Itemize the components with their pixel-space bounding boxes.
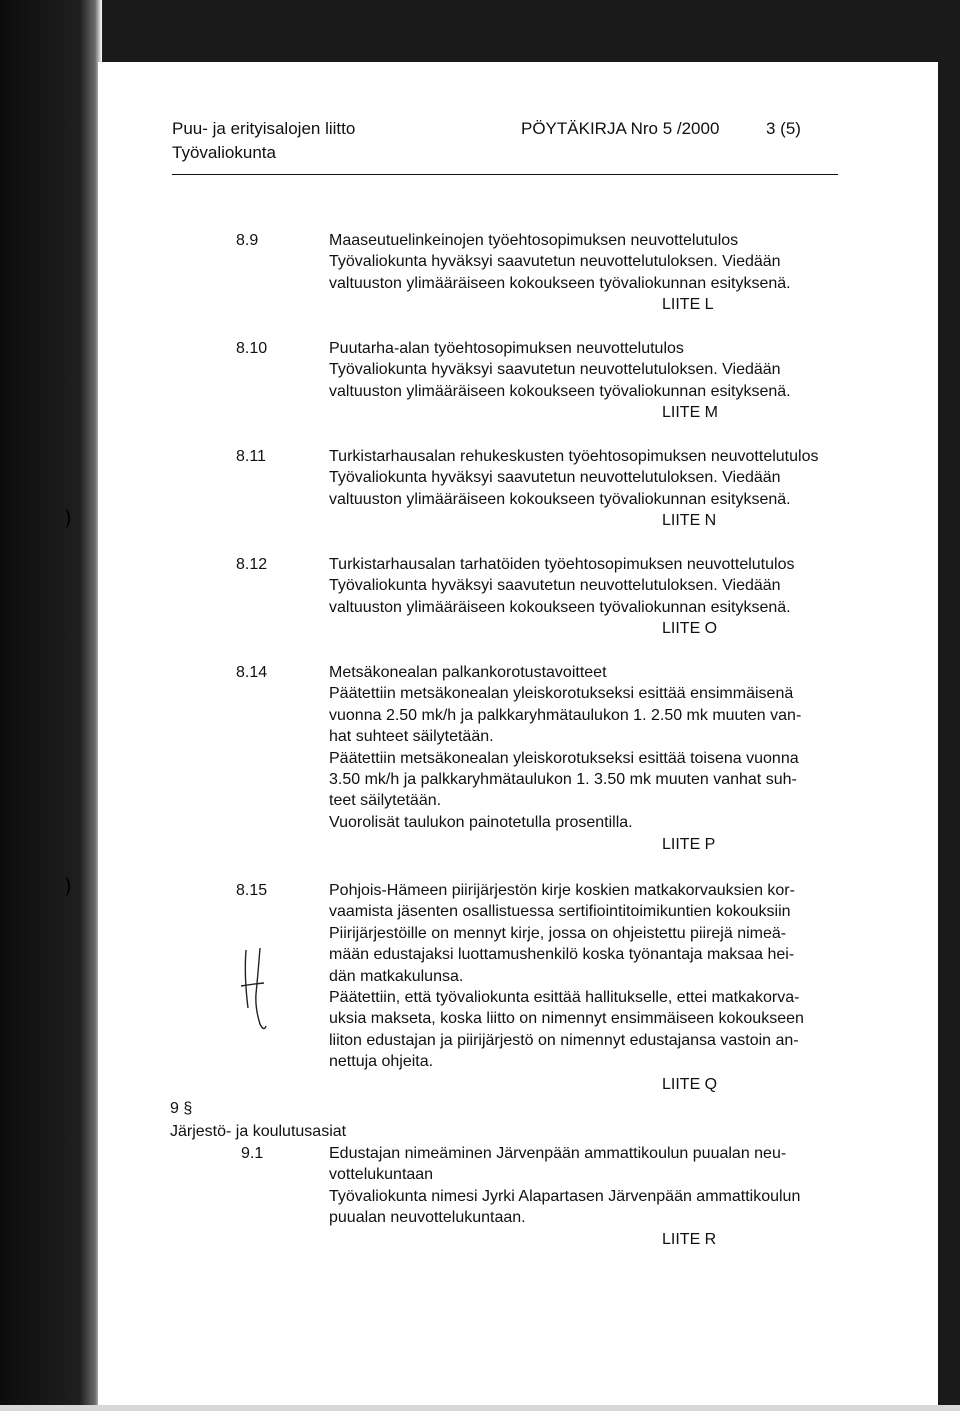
- item-line: dän matkakulunsa.: [329, 967, 464, 985]
- header-org: Puu- ja erityisalojen liitto: [172, 119, 356, 138]
- item-line: Päätettiin metsäkonealan yleiskorotukseksi esittää toisena vuonna: [329, 749, 799, 767]
- appendix-reference: LIITE N: [662, 512, 717, 529]
- scan-bracket-mark: ): [64, 874, 72, 898]
- scan-right-shadow: [938, 0, 960, 1411]
- item-line: Piirijärjestöille on mennyt kirje, jossa on ohjeistettu piirejä nimeä-: [329, 924, 787, 942]
- item-number: 8.15: [236, 882, 268, 899]
- appendix-reference: LIITE L: [662, 296, 714, 313]
- header-page-number: 3 (5): [766, 119, 801, 138]
- item-number: 8.12: [236, 556, 268, 573]
- scan-bottom-edge: [0, 1405, 960, 1411]
- item-number: 9.1: [241, 1145, 264, 1162]
- item-line: Puutarha-alan työehtosopimuksen neuvottelutulos: [329, 340, 684, 357]
- item-number: 8.14: [236, 664, 268, 681]
- item-line: teet säilytetään.: [329, 792, 442, 810]
- appendix-reference: LIITE P: [662, 836, 716, 853]
- item-number: 8.9: [236, 232, 259, 249]
- item-text: [329, 880, 849, 1073]
- scan-left-shadow: [0, 0, 102, 1411]
- item-text: [329, 554, 849, 618]
- item-line: Maaseutuelinkeinojen työehtosopimuksen neuvottelutulos: [329, 232, 739, 249]
- item-line: valtuuston ylimääräiseen kokoukseen työvaliokunnan esityksenä.: [329, 382, 791, 400]
- item-line: Päätettiin metsäkonealan yleiskorotukseksi esittää ensimmäisenä: [329, 685, 794, 703]
- item-text: [329, 446, 849, 510]
- item-number: 8.11: [236, 448, 266, 465]
- item-line: puualan neuvottelukuntaan.: [329, 1209, 526, 1227]
- item-text: [329, 1143, 849, 1229]
- item-line: Päätettiin, että työvaliokunta esittää hallitukselle, ettei matkakorva-: [329, 989, 800, 1007]
- appendix-reference: LIITE O: [662, 620, 718, 637]
- item-line: Turkistarhausalan tarhatöiden työehtosopimuksen neuvottelutulos: [329, 556, 795, 573]
- header-rule: [172, 174, 838, 175]
- item-line: valtuuston ylimääräiseen kokoukseen työvaliokunnan esityksenä.: [329, 274, 791, 292]
- item-line: valtuuston ylimääräiseen kokoukseen työvaliokunnan esityksenä.: [329, 490, 791, 508]
- scan-top-shadow: [0, 0, 960, 62]
- scan-bracket-mark: ): [64, 506, 72, 530]
- item-line: hat suhteet säilytetään.: [329, 728, 494, 746]
- item-line: Työvaliokunta nimesi Jyrki Alapartasen Järvenpään ammattikoulun: [329, 1187, 801, 1205]
- item-line: liiton edustajan ja piirijärjestö on nimennyt edustajansa vastoin an-: [329, 1031, 799, 1049]
- item-line: uksia makseta, koska liitto on nimennyt ensimmäiseen kokoukseen: [329, 1010, 804, 1028]
- header-document-number: PÖYTÄKIRJA Nro 5 /2000: [521, 119, 720, 138]
- item-line: Edustajan nimeäminen Järvenpään ammattikoulun puualan neu-: [329, 1145, 787, 1162]
- appendix-reference: LIITE M: [662, 404, 719, 421]
- appendix-reference: LIITE R: [662, 1231, 717, 1248]
- handwritten-initials: [240, 946, 270, 1036]
- item-line: Metsäkonealan palkankorotustavoitteet: [329, 664, 607, 681]
- item-number: 8.10: [236, 340, 268, 357]
- appendix-reference: LIITE Q: [662, 1076, 718, 1093]
- section-mark: 9 §: [170, 1100, 193, 1117]
- item-line: vaamista jäsenten osallistuessa sertifiointitoimikuntien kokouksiin: [329, 903, 791, 921]
- item-line: vuonna 2.50 mk/h ja palkkaryhmätaulukon 1. 2.50 mk muuten van-: [329, 706, 802, 724]
- item-line: Vuorolisät taulukon painotetulla prosentilla.: [329, 813, 633, 831]
- item-line: Työvaliokunta hyväksyi saavutetun neuvottelutuloksen. Viedään: [329, 361, 781, 379]
- item-line: Työvaliokunta hyväksyi saavutetun neuvottelutuloksen. Viedään: [329, 253, 781, 271]
- item-line: valtuuston ylimääräiseen kokoukseen työvaliokunnan esityksenä.: [329, 598, 791, 616]
- item-line: Työvaliokunta hyväksyi saavutetun neuvottelutuloksen. Viedään: [329, 469, 781, 487]
- item-line: mään edustajaksi luottamushenkilö koska työnantaja maksaa hei-: [329, 946, 795, 964]
- item-line: vottelukuntaan: [329, 1166, 434, 1184]
- item-line: Työvaliokunta hyväksyi saavutetun neuvottelutuloksen. Viedään: [329, 577, 781, 595]
- item-text: [329, 338, 849, 402]
- section-title: Järjestö- ja koulutusasiat: [170, 1123, 347, 1140]
- item-line: Turkistarhausalan rehukeskusten työehtosopimuksen neuvottelutulos: [329, 448, 819, 465]
- header-body: Työvaliokunta: [172, 143, 276, 162]
- item-text: [329, 230, 849, 294]
- item-line: nettuja ohjeita.: [329, 1053, 434, 1071]
- item-text: [329, 662, 849, 833]
- item-line: 3.50 mk/h ja palkkaryhmätaulukon 1. 3.50 mk muuten vanhat suh-: [329, 771, 797, 789]
- item-line: Pohjois-Hämeen piirijärjestön kirje koskien matkakorvauksien kor-: [329, 882, 795, 899]
